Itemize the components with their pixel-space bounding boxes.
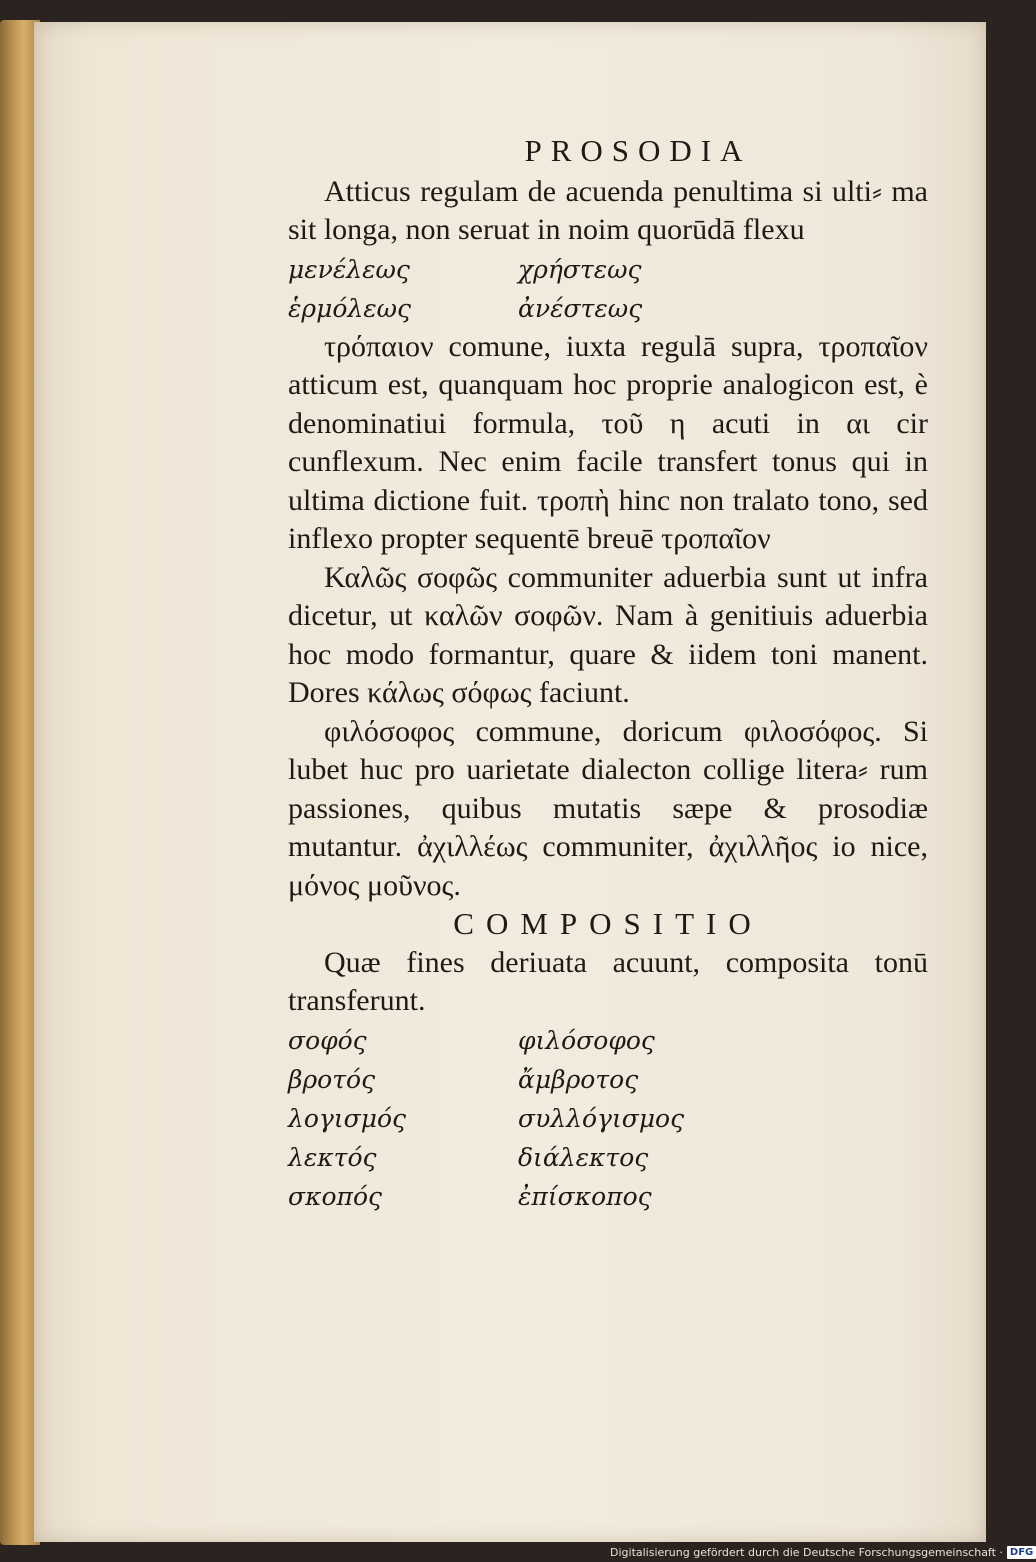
digitization-footer bbox=[610, 1543, 1034, 1562]
paragraph-3: Καλῶς σοφῶς communiter aduerbia sunt ut infra dicetur, ut καλῶν σοφῶν. Nam à genitiuis aduerbia hoc modo formantur, quare & iidem toni manent. Dores κάλως σόφως faciunt. bbox=[288, 560, 928, 709]
word-pair-row bbox=[288, 1177, 928, 1216]
word: ἀνέστεως bbox=[518, 293, 643, 323]
paragraph-4: φιλόσοφος commune, doricum φιλοσόφος. Si lubet huc pro uarietate dialecton collige litera⸗ rum passiones, quibus mutatis sæpe & prosodiæ mutantur. ἀχιλλέως communiter, ἀχιλλῆος io nice, μόνος μοῦνος. bbox=[288, 714, 928, 902]
paragraph-2: τρόπαιον comune, iuxta regulā supra, τροπαῖον atticum est, quanquam hoc proprie analogicon est, è denominatiui formula, τοῦ η acuti in αι cir cunflexum. Nec enim facile transfert tonus qui in ultima dictione fuit. τροπὴ hinc non tralato tono, sed inflexo propter sequentē breuē τροπαῖον bbox=[288, 329, 928, 555]
word-pair-row bbox=[288, 250, 928, 289]
word: βροτός bbox=[288, 1064, 376, 1094]
word: χρήστεως bbox=[518, 254, 642, 284]
word: διάλεκτος bbox=[518, 1142, 649, 1172]
word: σοφός bbox=[288, 1025, 367, 1055]
word: ἐπίσκοπος bbox=[518, 1181, 652, 1211]
word: συλλόγισμος bbox=[518, 1103, 685, 1133]
word: μενέλεως bbox=[288, 254, 410, 284]
word-pair-row bbox=[288, 289, 928, 328]
page-text bbox=[288, 132, 928, 1216]
word: λογισμός bbox=[288, 1103, 407, 1133]
word: ἑρμόλεως bbox=[288, 293, 412, 323]
paragraph-5: Quæ fines deriuata acuunt, composita tonū transferunt. bbox=[288, 945, 928, 1017]
word-pair-row bbox=[288, 1099, 928, 1138]
paragraph-1: Atticus regulam de acuenda penultima si ulti⸗ ma sit longa, non seruat in noim quorūdā flexu bbox=[288, 174, 928, 246]
word: ἄμβροτος bbox=[518, 1064, 639, 1094]
word-pair-row bbox=[288, 1138, 928, 1177]
running-heading: PROSODIA bbox=[524, 133, 752, 168]
footer-text: Digitalisierung gefördert durch die Deutsche Forschungsgemeinschaft · bbox=[610, 1546, 1003, 1559]
word: φιλόσοφος bbox=[518, 1025, 655, 1055]
word: σκοπός bbox=[288, 1181, 382, 1211]
section-heading: COMPOSITIO bbox=[453, 906, 763, 941]
dfg-logo: DFG bbox=[1007, 1546, 1036, 1559]
word: λεκτός bbox=[288, 1142, 377, 1172]
word-pair-row bbox=[288, 1060, 928, 1099]
word-pair-row bbox=[288, 1021, 928, 1060]
